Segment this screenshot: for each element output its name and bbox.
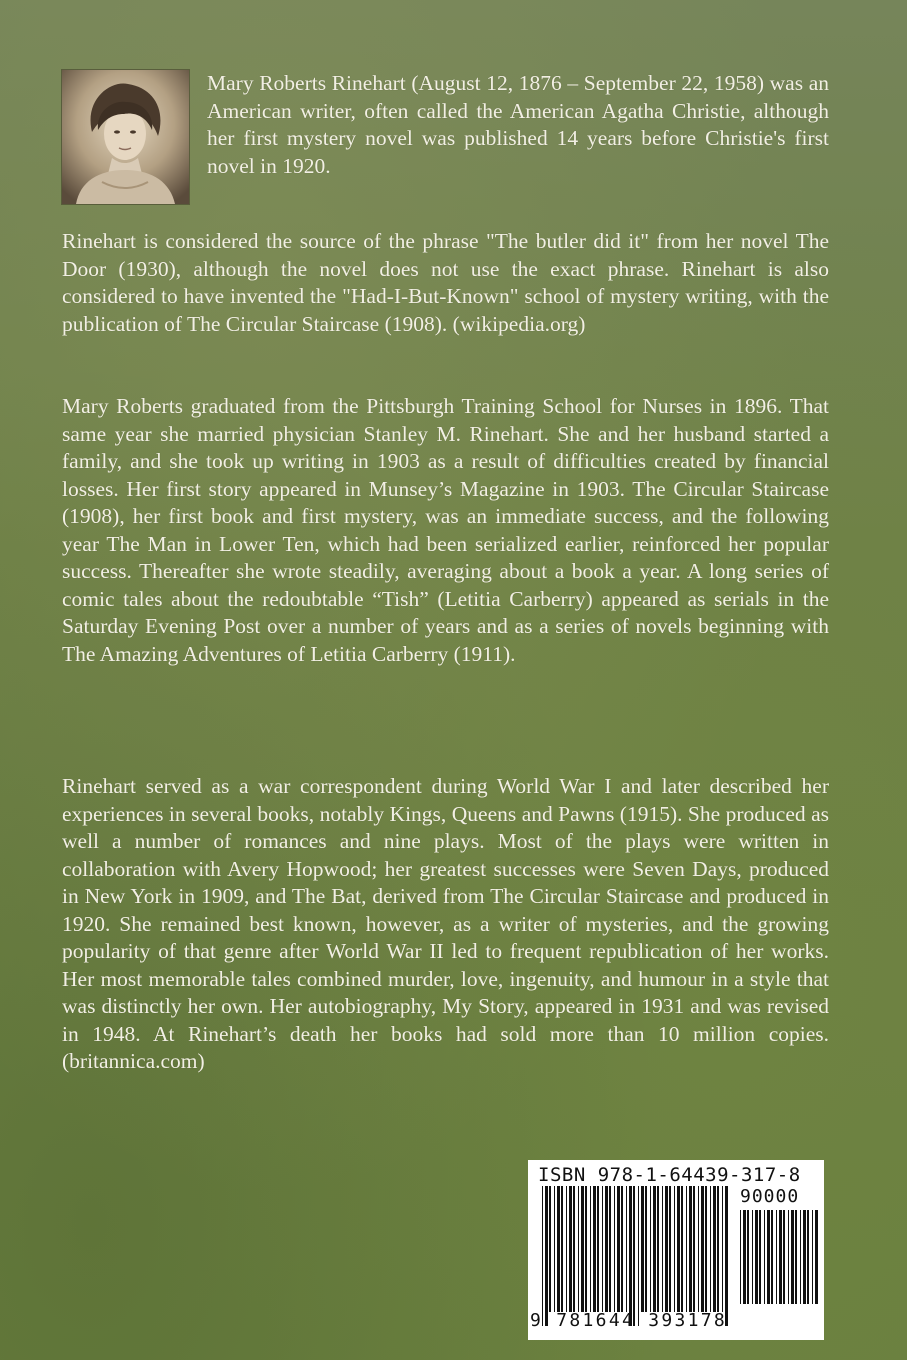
barcode-bar	[771, 1210, 773, 1304]
barcode-bar	[740, 1210, 741, 1304]
barcode-bar	[722, 1186, 723, 1312]
barcode-bar	[705, 1186, 707, 1312]
barcode-bar	[681, 1186, 683, 1312]
barcode-bar	[815, 1210, 818, 1304]
barcode-bar	[641, 1186, 644, 1312]
barcode-bar	[767, 1210, 770, 1304]
price-addon-digits: 90000	[740, 1186, 800, 1207]
barcode-bar	[549, 1186, 551, 1312]
barcode-bar	[800, 1210, 801, 1304]
barcode-bar	[545, 1186, 548, 1326]
barcode-bar	[633, 1186, 635, 1326]
bio-paragraph-legacy: Rinehart served as a war correspondent during World War I and later described her experiences in several books, notably Kings, Queens and Pawns (1915). She produced as well a number of romances and nine plays. Most of the plays were written in collaboration with Avery Hopwood; her greatest successes were Seven Days, produced in New York in 1909, and The Bat, derived from The Circular Staircase and produced in 1920. She remained best known, however, as a writer of mysteries, and the growing popularity of that genre after World War II led to frequent republication of her works. Her most memorable tales combined murder, love, ingenuity, and humour in a style that was distinctly her own. Her autobiography, My Story, appeared in 1931 and was revised in 1948. At Rinehart’s death her books had sold more than 10 million copies. (britannica.com)	[62, 774, 829, 1073]
barcode-bar	[764, 1210, 765, 1304]
barcode-bar	[609, 1186, 611, 1312]
barcode-bar	[698, 1186, 699, 1312]
barcode-bar	[581, 1186, 584, 1312]
bio-paragraph-intro: Mary Roberts Rinehart (August 12, 1876 – September 22, 1958) was an American writer, often called the American Agatha Christie, although her first mystery novel was published 14 years before Christie's first novel in 1920.	[207, 71, 829, 178]
ean-digits: 9 781644 393178	[530, 1310, 728, 1331]
barcode-bar	[674, 1186, 675, 1312]
author-portrait-image	[62, 70, 189, 204]
barcode-bar	[807, 1210, 809, 1304]
barcode-bar	[725, 1186, 728, 1326]
barcode-bar	[645, 1186, 647, 1312]
barcode-bar	[795, 1210, 797, 1304]
barcode-bar	[569, 1186, 572, 1312]
bio-paragraph-butler: Rinehart is considered the source of the phrase "The butler did it" from her novel The Door (1930), although the novel does not use the exact phrase. Rinehart is also considered to have invented the "Had-I-But-Known" school of mystery writing, with the publication of The Circular Staircase (1908). (wikipedia.org)	[62, 229, 829, 336]
author-portrait	[62, 70, 189, 204]
barcode-bar	[650, 1186, 651, 1312]
barcode-bar	[755, 1210, 758, 1304]
barcode-bar	[626, 1186, 627, 1312]
barcode-bar	[585, 1186, 587, 1312]
barcode-bar	[812, 1210, 813, 1304]
barcode-bar	[542, 1186, 543, 1326]
barcode-bar	[653, 1186, 656, 1312]
barcode-bar	[788, 1210, 789, 1304]
barcode-bar	[759, 1210, 761, 1304]
barcode-bar	[803, 1210, 806, 1304]
barcode-bar	[578, 1186, 579, 1312]
barcode-bar	[717, 1186, 719, 1312]
barcode-bar	[605, 1186, 608, 1312]
barcode-bar	[669, 1186, 671, 1312]
barcode-bar	[590, 1186, 591, 1312]
barcode-bar	[686, 1186, 687, 1312]
barcode-bar	[665, 1186, 668, 1312]
barcode-bar	[743, 1210, 746, 1304]
barcode-bar	[657, 1186, 659, 1312]
barcode-bar	[629, 1186, 632, 1326]
barcode-bar	[597, 1186, 599, 1312]
isbn-barcode	[528, 1160, 824, 1340]
ean-barcode-bars	[542, 1186, 730, 1326]
addon-barcode-bars	[740, 1210, 818, 1318]
barcode-bar	[662, 1186, 663, 1312]
barcode-bar	[779, 1210, 782, 1304]
barcode-bar	[554, 1186, 555, 1312]
barcode-bar	[593, 1186, 596, 1312]
barcode-bar	[614, 1186, 615, 1312]
barcode-bar	[621, 1186, 623, 1312]
barcode-bar	[561, 1186, 563, 1312]
barcode-bar	[638, 1186, 639, 1326]
bio-paragraph-career: Mary Roberts graduated from the Pittsburgh Training School for Nurses in 1896. That same year she married physician Stanley M. Rinehart. She and her husband started a family, and she took up writing in 1903 as a result of difficulties created by financial losses. Her first story appeared in Munsey’s Magazine in 1903. The Circular Staircase (1908), her first book and first mystery, was an immediate success, and the following year The Man in Lower Ten, which had been serialized earlier, reinforced her popular success. Thereafter she wrote steadily, averaging about a book a year. A long series of comic tales about the redoubtable “Tish” (Letitia Carberry) appeared as serials in the Saturday Evening Post over a number of years and as a series of novels beginning with The Amazing Adventures of Letitia Carberry (1911).	[62, 394, 829, 666]
barcode-bar	[689, 1186, 692, 1312]
barcode-bar	[693, 1186, 695, 1312]
barcode-bar	[677, 1186, 680, 1312]
barcode-bar	[713, 1186, 716, 1312]
barcode-bar	[752, 1210, 753, 1304]
isbn-label: ISBN 978-1-64439-317-8	[538, 1164, 801, 1186]
barcode-bar	[776, 1210, 777, 1304]
barcode-bar	[617, 1186, 620, 1312]
barcode-bar	[701, 1186, 704, 1312]
barcode-bar	[566, 1186, 567, 1312]
barcode-bar	[710, 1186, 711, 1312]
barcode-bar	[573, 1186, 575, 1312]
barcode-bar	[783, 1210, 785, 1304]
barcode-bar	[557, 1186, 560, 1312]
barcode-bar	[791, 1210, 794, 1304]
barcode-bar	[602, 1186, 603, 1312]
barcode-bar	[747, 1210, 749, 1304]
